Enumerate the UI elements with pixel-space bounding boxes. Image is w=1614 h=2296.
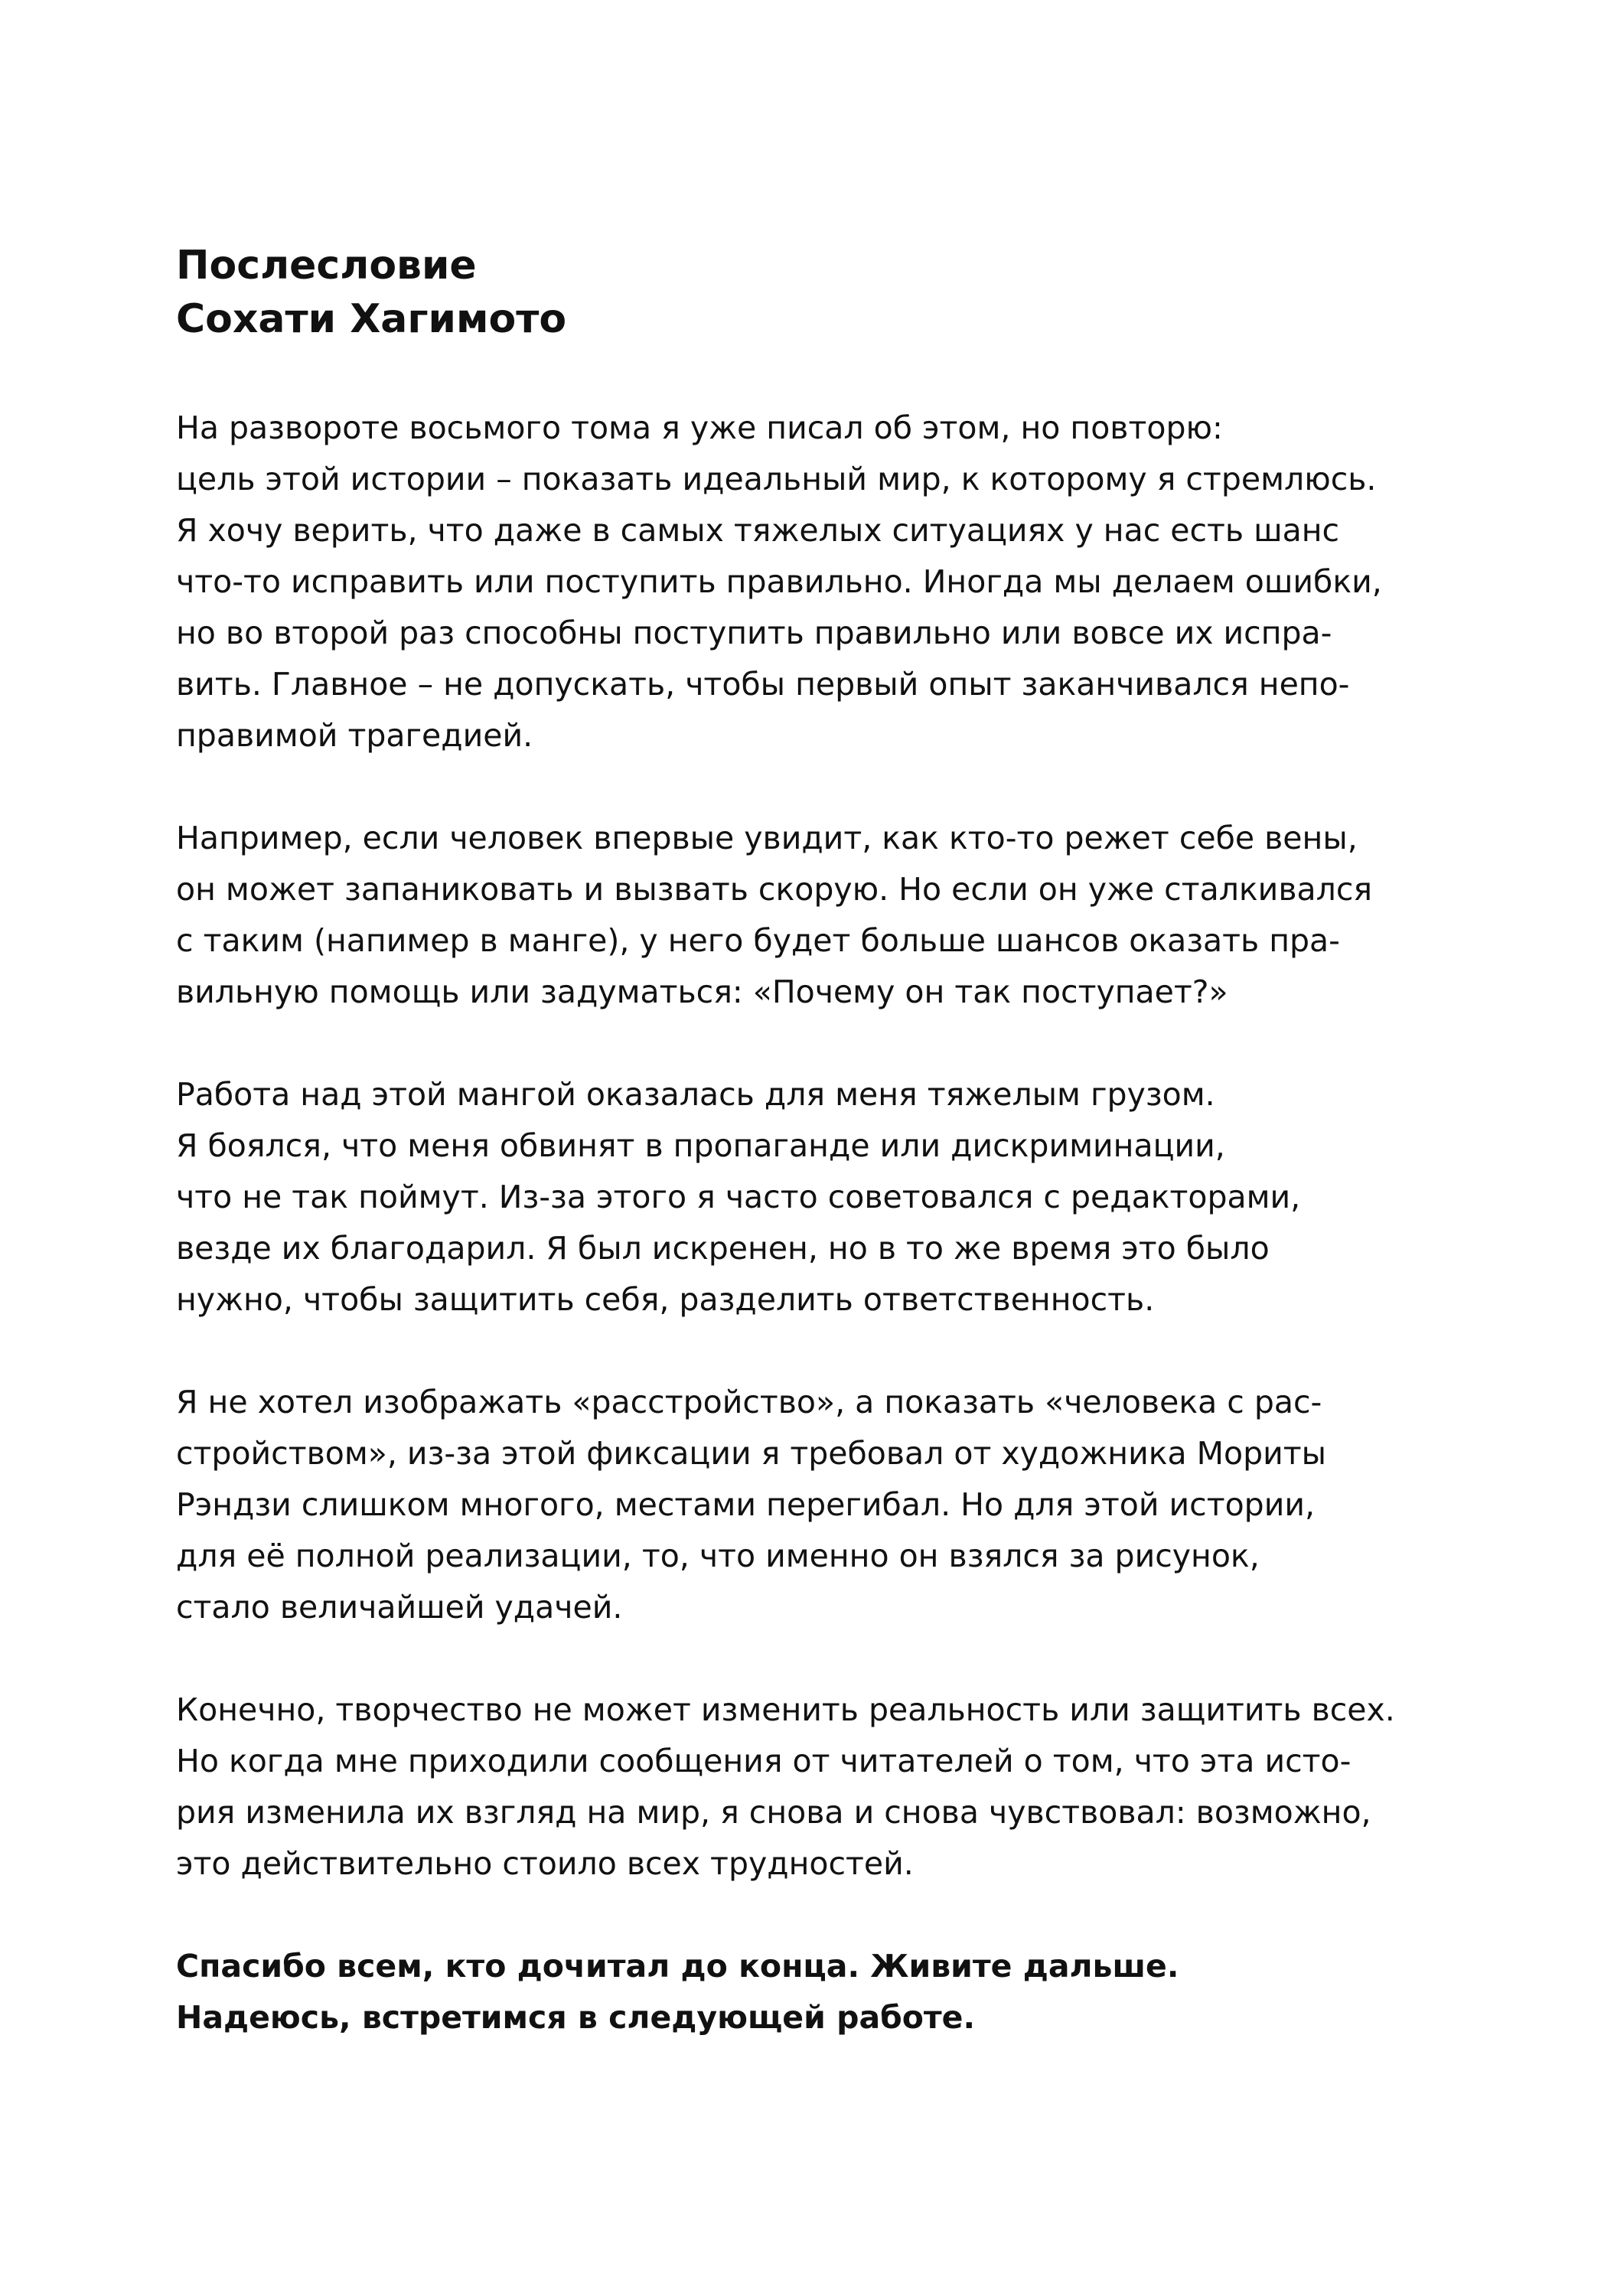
paragraph-readers	[176, 1684, 1462, 1890]
text-line: Но когда мне приходили сообщения от читателей о том, что эта исто-	[176, 1743, 1352, 1779]
paragraph-ideal-world	[176, 403, 1462, 762]
text-line: Рэндзи слишком многого, местами перегибал. Но для этой истории,	[176, 1486, 1316, 1523]
title-line: Послесловие	[176, 243, 477, 289]
closing-message	[176, 1941, 1462, 2043]
text-line: что не так поймут. Из-за этого я часто советовался с редакторами,	[176, 1179, 1301, 1215]
text-line: Я боялся, что меня обвинят в пропаганде или дискриминации,	[176, 1127, 1225, 1164]
text-line: На развороте восьмого тома я уже писал об этом, но повторю:	[176, 409, 1223, 446]
text-line: он может запаниковать и вызвать скорую. Но если он уже сталкивался	[176, 871, 1373, 908]
text-line: с таким (напимер в манге), у него будет больше шансов оказать пра-	[176, 922, 1340, 959]
text-line: что-то исправить или поступить правильно. Иногда мы делаем ошибки,	[176, 563, 1382, 600]
text-line: Работа над этой мангой оказалась для меня тяжелым грузом.	[176, 1076, 1215, 1113]
text-line: цель этой истории – показать идеальный мир, к которому я стремлюсь.	[176, 461, 1377, 497]
text-line: но во второй раз способны поступить правильно или вовсе их испра-	[176, 615, 1332, 651]
text-line: везде их благодарил. Я был искренен, но в то же время это было	[176, 1230, 1270, 1267]
text-line: рия изменила их взгляд на мир, я снова и снова чувствовал: возможно,	[176, 1794, 1371, 1831]
text-line: стало величайшей удачей.	[176, 1589, 623, 1626]
text-line: Я хочу верить, что даже в самых тяжелых ситуациях у нас есть шанс	[176, 512, 1340, 549]
text-line: правимой трагедией.	[176, 717, 533, 754]
text-line: это действительно стоило всех трудностей.	[176, 1845, 914, 1882]
afterword-content	[176, 239, 1462, 2043]
text-line: вильную помощь или задуматься: «Почему он так поступает?»	[176, 974, 1228, 1010]
closing-line: Спасибо всем, кто дочитал до конца. Живите дальше.	[176, 1948, 1179, 1985]
text-line: Конечно, творчество не может изменить реальность или защитить всех.	[176, 1691, 1395, 1728]
closing-line: Надеюсь, встретимся в следующей работе.	[176, 1999, 976, 2036]
paragraph-burden	[176, 1069, 1462, 1326]
text-line: Я не хотел изображать «расстройство», а показать «человека с рас-	[176, 1384, 1322, 1420]
text-line: вить. Главное – не допускать, чтобы первый опыт заканчивался непо-	[176, 666, 1350, 703]
afterword-title	[176, 239, 1462, 346]
paragraph-example	[176, 813, 1462, 1018]
text-line: нужно, чтобы защитить себя, разделить ответственность.	[176, 1281, 1155, 1318]
text-line: Например, если человек впервые увидит, как кто-то режет себе вены,	[176, 820, 1358, 856]
text-line: стройством», из-за этой фиксации я требовал от художника Мориты	[176, 1435, 1327, 1472]
paragraph-artist	[176, 1377, 1462, 1633]
text-line: для её полной реализации, то, что именно он взялся за рисунок,	[176, 1538, 1260, 1574]
author-name: Сохати Хагимото	[176, 296, 567, 342]
